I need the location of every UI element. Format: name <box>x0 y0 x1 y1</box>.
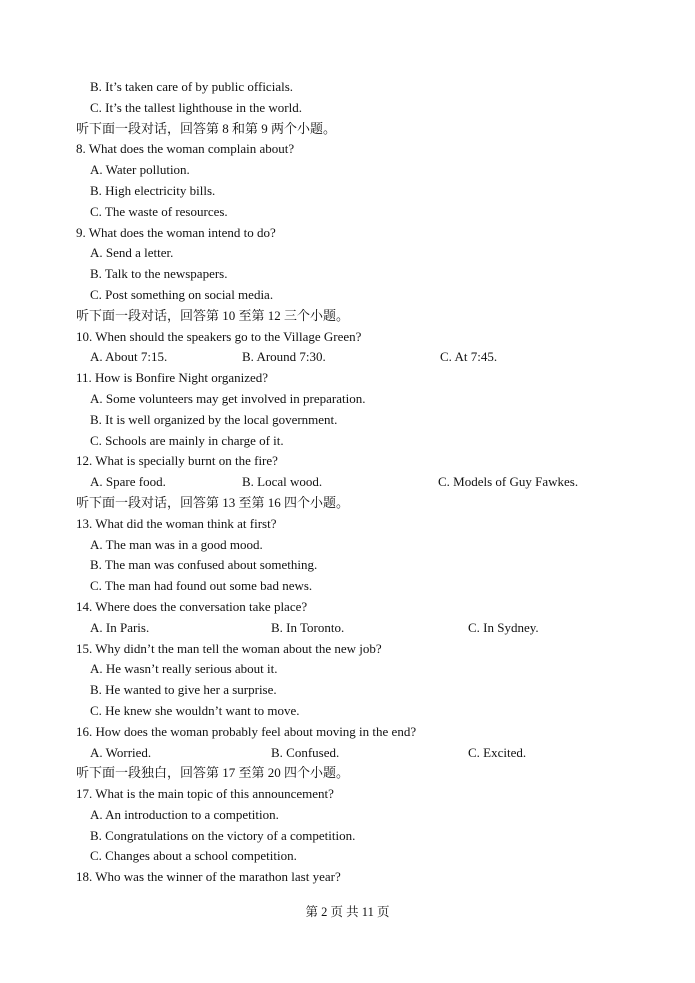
options-row-16 <box>0 743 695 764</box>
option-14a: A. In Paris. <box>90 619 150 635</box>
options-row-12 <box>0 472 695 493</box>
option-16b: B. Confused. <box>271 744 340 760</box>
option-13c: C. The man had found out some bad news. <box>90 578 313 594</box>
option-17b: B. Congratulations on the victory of a competition. <box>90 827 356 843</box>
options-row-10 <box>0 347 695 368</box>
option-13a: A. The man was in a good mood. <box>90 536 263 552</box>
option-8b: B. High electricity bills. <box>90 182 216 198</box>
option-9b: B. Talk to the newspapers. <box>90 266 228 282</box>
option-8c: C. The waste of resources. <box>90 203 228 219</box>
option-11a: A. Some volunteers may get involved in preparation. <box>90 390 366 406</box>
option-14c: C. In Sydney. <box>468 619 539 635</box>
option-12c: C. Models of Guy Fawkes. <box>438 474 579 490</box>
question-list <box>0 77 695 888</box>
option-10a: A. About 7:15. <box>90 349 168 365</box>
option-11b: B. It is well organized by the local government. <box>90 411 338 427</box>
option-17a: A. An introduction to a competition. <box>90 806 279 822</box>
option-15b: B. He wanted to give her a surprise. <box>90 682 277 698</box>
option-7c: C. It’s the tallest lighthouse in the world. <box>90 99 302 115</box>
section-instruction-17-20: 听下面一段独白，回答第 17 至第 20 四个小题。 <box>76 765 350 781</box>
option-7b: B. It’s taken care of by public officials. <box>90 79 294 94</box>
options-row-14 <box>0 618 695 639</box>
option-9a: A. Send a letter. <box>90 245 174 261</box>
page-footer: 第 2 页 共 11 页 <box>305 905 390 919</box>
option-12b: B. Local wood. <box>242 474 323 490</box>
option-8a: A. Water pollution. <box>90 162 190 178</box>
option-11c: C. Schools are mainly in charge of it. <box>90 432 284 448</box>
question-11: 11. How is Bonfire Night organized? <box>76 370 269 386</box>
question-9: 9. What does the woman intend to do? <box>76 224 276 240</box>
option-15c: C. He knew she wouldn’t want to move. <box>90 702 300 718</box>
option-9c: C. Post something on social media. <box>90 286 274 302</box>
section-instruction-13-16: 听下面一段对话，回答第 13 至第 16 四个小题。 <box>76 494 350 510</box>
option-12a: A. Spare food. <box>90 474 166 490</box>
option-10b: B. Around 7:30. <box>242 349 326 365</box>
question-14: 14. Where does the conversation take place? <box>76 598 308 614</box>
question-16: 16. How does the woman probably feel about moving in the end? <box>76 723 417 739</box>
section-instruction-10-12: 听下面一段对话，回答第 10 至第 12 三个小题。 <box>76 307 350 323</box>
option-14b: B. In Toronto. <box>271 619 345 635</box>
question-10: 10. When should the speakers go to the Village Green? <box>76 328 362 344</box>
question-12: 12. What is specially burnt on the fire? <box>76 453 278 469</box>
question-13: 13. What did the woman think at first? <box>76 515 277 531</box>
section-instruction-8-9: 听下面一段对话，回答第 8 和第 9 两个小题。 <box>76 120 337 136</box>
option-13b: B. The man was confused about something. <box>90 557 318 573</box>
option-15a: A. He wasn’t really serious about it. <box>90 661 278 677</box>
option-10c: C. At 7:45. <box>440 349 498 365</box>
question-8: 8. What does the woman complain about? <box>76 141 295 157</box>
option-16c: C. Excited. <box>468 744 527 760</box>
option-17c: C. Changes about a school competition. <box>90 848 297 864</box>
question-15: 15. Why didn’t the man tell the woman about the new job? <box>76 640 382 656</box>
question-18: 18. Who was the winner of the marathon last year? <box>76 869 341 885</box>
option-16a: A. Worried. <box>90 744 152 760</box>
question-17: 17. What is the main topic of this announcement? <box>76 786 334 802</box>
